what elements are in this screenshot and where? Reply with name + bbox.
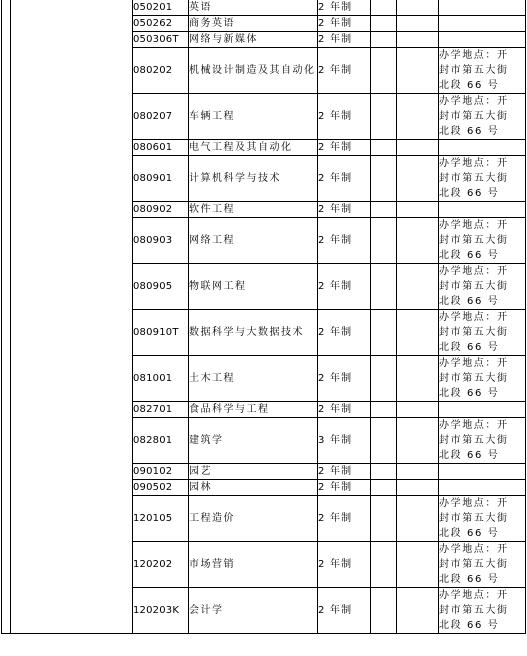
major-code-cell: 080202 bbox=[133, 48, 189, 94]
duration-cell: 2 年制 bbox=[318, 202, 371, 218]
major-name-cell: 数据科学与大数据技术 bbox=[189, 310, 318, 356]
empty-cell bbox=[397, 32, 439, 48]
location-note-line: 北段 66 号 bbox=[439, 528, 500, 539]
duration-cell: 2 年制 bbox=[318, 0, 371, 16]
duration-cell: 2 年制 bbox=[318, 480, 371, 496]
location-note-line: 办学地点：开 bbox=[439, 498, 509, 509]
empty-cell bbox=[371, 496, 397, 542]
location-note-line: 北段 66 号 bbox=[439, 620, 500, 631]
location-note-line: 封市第五大街 bbox=[439, 173, 509, 184]
empty-cell bbox=[397, 218, 439, 264]
empty-cell bbox=[397, 202, 439, 218]
major-code-cell: 080903 bbox=[133, 218, 189, 264]
location-note-cell bbox=[439, 16, 526, 32]
major-code-cell: 080910T bbox=[133, 310, 189, 356]
duration-cell: 2 年制 bbox=[318, 264, 371, 310]
major-name-cell: 土木工程 bbox=[189, 356, 318, 402]
empty-cell bbox=[397, 464, 439, 480]
major-code-cell: 120203K bbox=[133, 588, 189, 634]
empty-cell bbox=[397, 402, 439, 418]
major-name-cell: 食品科学与工程 bbox=[189, 402, 318, 418]
location-note-cell bbox=[439, 588, 526, 634]
location-note-line: 封市第五大街 bbox=[439, 111, 509, 122]
major-name-cell: 市场营销 bbox=[189, 542, 318, 588]
location-note-line: 办学地点：开 bbox=[439, 266, 509, 277]
major-code-cell: 082701 bbox=[133, 402, 189, 418]
empty-cell bbox=[371, 418, 397, 464]
empty-cell bbox=[371, 0, 397, 16]
major-name-cell: 会计学 bbox=[189, 588, 318, 634]
location-note-cell bbox=[439, 418, 526, 464]
empty-cell bbox=[397, 140, 439, 156]
empty-cell bbox=[371, 264, 397, 310]
location-note-cell bbox=[439, 356, 526, 402]
empty-cell bbox=[371, 218, 397, 264]
major-name-cell: 机械设计制造及其自动化 bbox=[189, 48, 318, 94]
location-note-line: 北段 66 号 bbox=[439, 250, 500, 261]
empty-cell bbox=[397, 16, 439, 32]
empty-cell bbox=[397, 356, 439, 402]
location-note-cell bbox=[439, 32, 526, 48]
major-name-cell: 建筑学 bbox=[189, 418, 318, 464]
empty-cell bbox=[397, 418, 439, 464]
major-name-cell: 车辆工程 bbox=[189, 94, 318, 140]
location-note-cell bbox=[439, 94, 526, 140]
major-name-cell: 园艺 bbox=[189, 464, 318, 480]
location-note-cell bbox=[439, 156, 526, 202]
major-code-cell: 050262 bbox=[133, 16, 189, 32]
location-note-line: 办学地点：开 bbox=[439, 420, 509, 431]
empty-cell bbox=[371, 402, 397, 418]
location-note-line: 北段 66 号 bbox=[439, 574, 500, 585]
empty-cell bbox=[371, 356, 397, 402]
duration-cell: 2 年制 bbox=[318, 310, 371, 356]
major-name-cell: 物联网工程 bbox=[189, 264, 318, 310]
major-code-cell: 080901 bbox=[133, 156, 189, 202]
location-note-cell bbox=[439, 218, 526, 264]
location-note-line: 北段 66 号 bbox=[439, 342, 500, 353]
duration-cell: 2 年制 bbox=[318, 32, 371, 48]
location-note-cell bbox=[439, 496, 526, 542]
table-body bbox=[2, 0, 526, 634]
empty-cell bbox=[371, 480, 397, 496]
empty-cell bbox=[397, 496, 439, 542]
major-name-cell: 网络与新媒体 bbox=[189, 32, 318, 48]
table-row bbox=[2, 0, 526, 16]
major-code-cell: 080905 bbox=[133, 264, 189, 310]
location-note-line: 封市第五大街 bbox=[439, 373, 509, 384]
location-note-cell bbox=[439, 48, 526, 94]
location-note-line: 封市第五大街 bbox=[439, 281, 509, 292]
duration-cell: 2 年制 bbox=[318, 218, 371, 264]
duration-cell: 2 年制 bbox=[318, 402, 371, 418]
location-note-line: 封市第五大街 bbox=[439, 559, 509, 570]
duration-cell: 3 年制 bbox=[318, 418, 371, 464]
major-name-cell: 网络工程 bbox=[189, 218, 318, 264]
empty-cell bbox=[371, 16, 397, 32]
location-note-line: 北段 66 号 bbox=[439, 188, 500, 199]
location-note-line: 北段 66 号 bbox=[439, 388, 500, 399]
location-note-cell bbox=[439, 542, 526, 588]
location-note-line: 封市第五大街 bbox=[439, 327, 509, 338]
location-note-cell bbox=[439, 202, 526, 218]
location-note-line: 办学地点：开 bbox=[439, 96, 509, 107]
location-note-cell bbox=[439, 140, 526, 156]
major-code-cell: 120202 bbox=[133, 542, 189, 588]
location-note-line: 北段 66 号 bbox=[439, 126, 500, 137]
empty-cell bbox=[397, 264, 439, 310]
major-name-cell: 软件工程 bbox=[189, 202, 318, 218]
major-code-cell: 050201 bbox=[133, 0, 189, 16]
location-note-cell bbox=[439, 264, 526, 310]
major-code-cell: 080902 bbox=[133, 202, 189, 218]
location-note-line: 北段 66 号 bbox=[439, 296, 500, 307]
major-name-cell: 英语 bbox=[189, 0, 318, 16]
empty-cell bbox=[371, 140, 397, 156]
duration-cell: 2 年制 bbox=[318, 94, 371, 140]
major-code-cell: 081001 bbox=[133, 356, 189, 402]
empty-cell bbox=[371, 32, 397, 48]
location-note-line: 封市第五大街 bbox=[439, 235, 509, 246]
duration-cell: 2 年制 bbox=[318, 464, 371, 480]
major-code-cell: 120105 bbox=[133, 496, 189, 542]
location-note-line: 办学地点：开 bbox=[439, 590, 509, 601]
major-name-cell: 计算机科学与技术 bbox=[189, 156, 318, 202]
major-name-cell: 园林 bbox=[189, 480, 318, 496]
empty-cell bbox=[371, 310, 397, 356]
duration-cell: 2 年制 bbox=[318, 16, 371, 32]
duration-cell: 2 年制 bbox=[318, 140, 371, 156]
duration-cell: 2 年制 bbox=[318, 48, 371, 94]
empty-cell bbox=[371, 464, 397, 480]
location-note-line: 封市第五大街 bbox=[439, 605, 509, 616]
merged-cell-left bbox=[2, 0, 11, 634]
major-table bbox=[1, 0, 526, 634]
empty-cell bbox=[397, 588, 439, 634]
empty-cell bbox=[371, 94, 397, 140]
empty-cell bbox=[371, 202, 397, 218]
duration-cell: 2 年制 bbox=[318, 542, 371, 588]
location-note-line: 办学地点：开 bbox=[439, 358, 509, 369]
major-code-cell: 050306T bbox=[133, 32, 189, 48]
location-note-line: 北段 66 号 bbox=[439, 80, 500, 91]
location-note-line: 封市第五大街 bbox=[439, 513, 509, 524]
location-note-line: 办学地点：开 bbox=[439, 158, 509, 169]
major-code-cell: 090102 bbox=[133, 464, 189, 480]
location-note-line: 办学地点：开 bbox=[439, 220, 509, 231]
empty-cell bbox=[397, 48, 439, 94]
duration-cell: 2 年制 bbox=[318, 588, 371, 634]
empty-cell bbox=[397, 542, 439, 588]
location-note-line: 办学地点：开 bbox=[439, 544, 509, 555]
location-note-cell bbox=[439, 402, 526, 418]
empty-cell bbox=[371, 48, 397, 94]
location-note-line: 封市第五大街 bbox=[439, 65, 509, 76]
duration-cell: 2 年制 bbox=[318, 156, 371, 202]
location-note-line: 办学地点：开 bbox=[439, 50, 509, 61]
major-code-cell: 080207 bbox=[133, 94, 189, 140]
location-note-cell bbox=[439, 310, 526, 356]
empty-cell bbox=[397, 480, 439, 496]
major-name-cell: 商务英语 bbox=[189, 16, 318, 32]
location-note-cell bbox=[439, 480, 526, 496]
empty-cell bbox=[397, 310, 439, 356]
empty-cell bbox=[371, 588, 397, 634]
merged-cell-category bbox=[11, 0, 133, 634]
major-code-cell: 082801 bbox=[133, 418, 189, 464]
empty-cell bbox=[397, 94, 439, 140]
major-name-cell: 电气工程及其自动化 bbox=[189, 140, 318, 156]
duration-cell: 2 年制 bbox=[318, 496, 371, 542]
location-note-line: 北段 66 号 bbox=[439, 450, 500, 461]
location-note-cell bbox=[439, 0, 526, 16]
duration-cell: 2 年制 bbox=[318, 356, 371, 402]
location-note-cell bbox=[439, 464, 526, 480]
empty-cell bbox=[371, 542, 397, 588]
major-code-cell: 090502 bbox=[133, 480, 189, 496]
empty-cell bbox=[371, 156, 397, 202]
major-code-cell: 080601 bbox=[133, 140, 189, 156]
empty-cell bbox=[397, 0, 439, 16]
empty-cell bbox=[397, 156, 439, 202]
major-name-cell: 工程造价 bbox=[189, 496, 318, 542]
location-note-line: 办学地点：开 bbox=[439, 312, 509, 323]
location-note-line: 封市第五大街 bbox=[439, 435, 509, 446]
